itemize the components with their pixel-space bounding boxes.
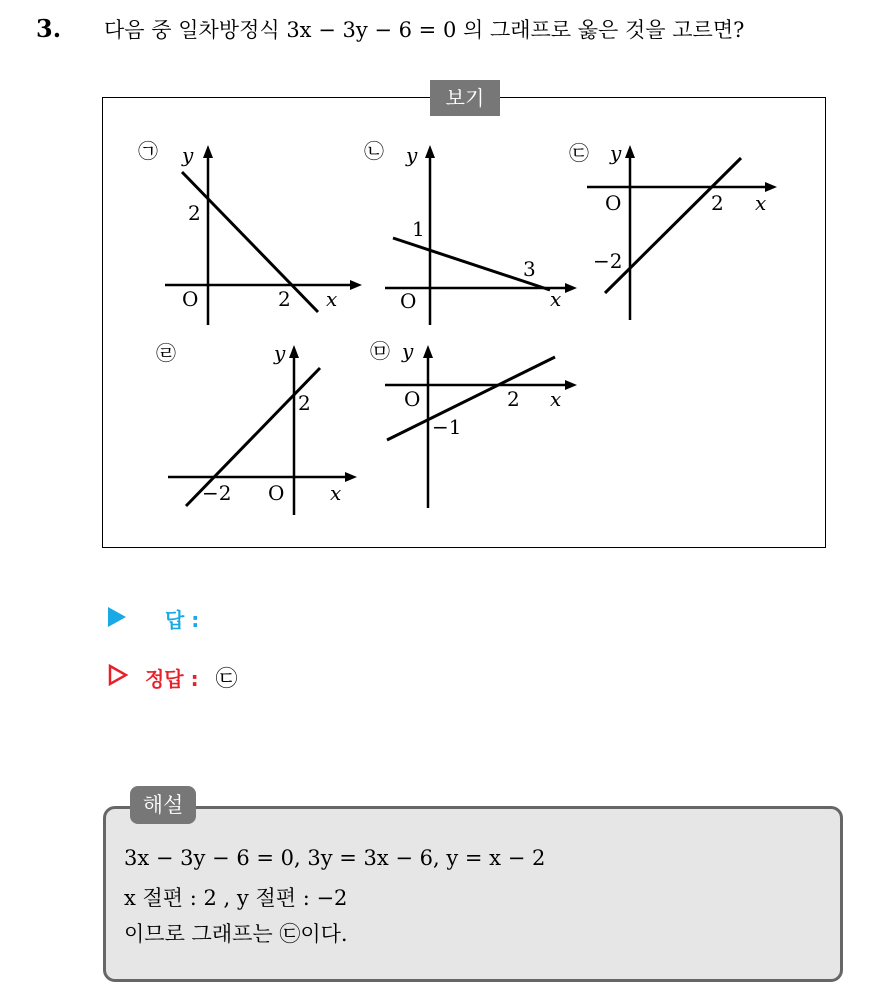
solution-label: 해설 [130,786,196,824]
graph-e-marker: ㉤ [370,339,390,363]
graph-c-marker: ㉢ [569,141,589,165]
graph-d-x-intercept: −2 [202,481,232,505]
graph-b-x-intercept: 3 [523,257,536,281]
play-triangle-icon [108,607,138,632]
graph-b-x-label: x [550,287,562,311]
graph-a-y-label: y [182,143,194,167]
graph-b-marker: ㉡ [364,139,384,163]
outline-triangle-icon [108,664,138,691]
graph-e-y-intercept: −1 [432,415,462,439]
solution-line-2: x 절편 : 2 , y 절편 : −2 [124,886,348,910]
solution-line-1: 3x − 3y − 6 = 0, 3y = 3x − 6, y = x − 2 [124,846,546,870]
graph-b-y-intercept: 1 [412,217,425,241]
graph-d-x-label: x [330,481,342,505]
graph-d-marker: ㉣ [156,341,176,365]
graph-d-origin: O [268,481,285,505]
graph-c [565,130,805,330]
graph-a-y-intercept: 2 [188,201,201,225]
graph-a-x-label: x [326,287,338,311]
answer-label: 답 : [164,608,200,632]
graph-e-x-intercept: 2 [507,387,520,411]
question-text: 다음 중 일차방정식 3x − 3y − 6 = 0 의 그래프로 옳은 것을 고르면? [104,18,745,42]
answer-row [108,604,209,633]
correct-answer-label: 정답 : [144,667,199,691]
graph-a-origin: O [182,287,199,311]
graph-b [360,130,600,330]
graph-a-marker: ㉠ [138,139,158,163]
graph-d-y-intercept: 2 [298,391,311,415]
solution-line-3: 이므로 그래프는 ㉢이다. [124,922,348,946]
graph-e-origin: O [404,387,421,411]
graph-d [150,330,390,530]
graph-b-y-label: y [406,143,418,167]
graph-e [360,330,600,530]
graph-c-x-label: x [755,191,767,215]
graph-d-y-label: y [274,341,286,365]
graph-c-origin: O [605,191,622,215]
correct-answer-row [108,662,238,693]
bogi-label: 보기 [430,80,500,116]
graph-b-origin: O [400,289,417,313]
graph-c-y-intercept: −2 [593,249,623,273]
graph-c-x-intercept: 2 [711,191,724,215]
graph-a-x-intercept: 2 [278,287,291,311]
question-number: 3. [36,14,62,43]
correct-answer-value: ㉢ [215,667,238,692]
graph-e-y-label: y [402,339,414,363]
graph-e-x-label: x [550,387,562,411]
graph-c-y-label: y [610,141,622,165]
graph-a [130,130,370,330]
